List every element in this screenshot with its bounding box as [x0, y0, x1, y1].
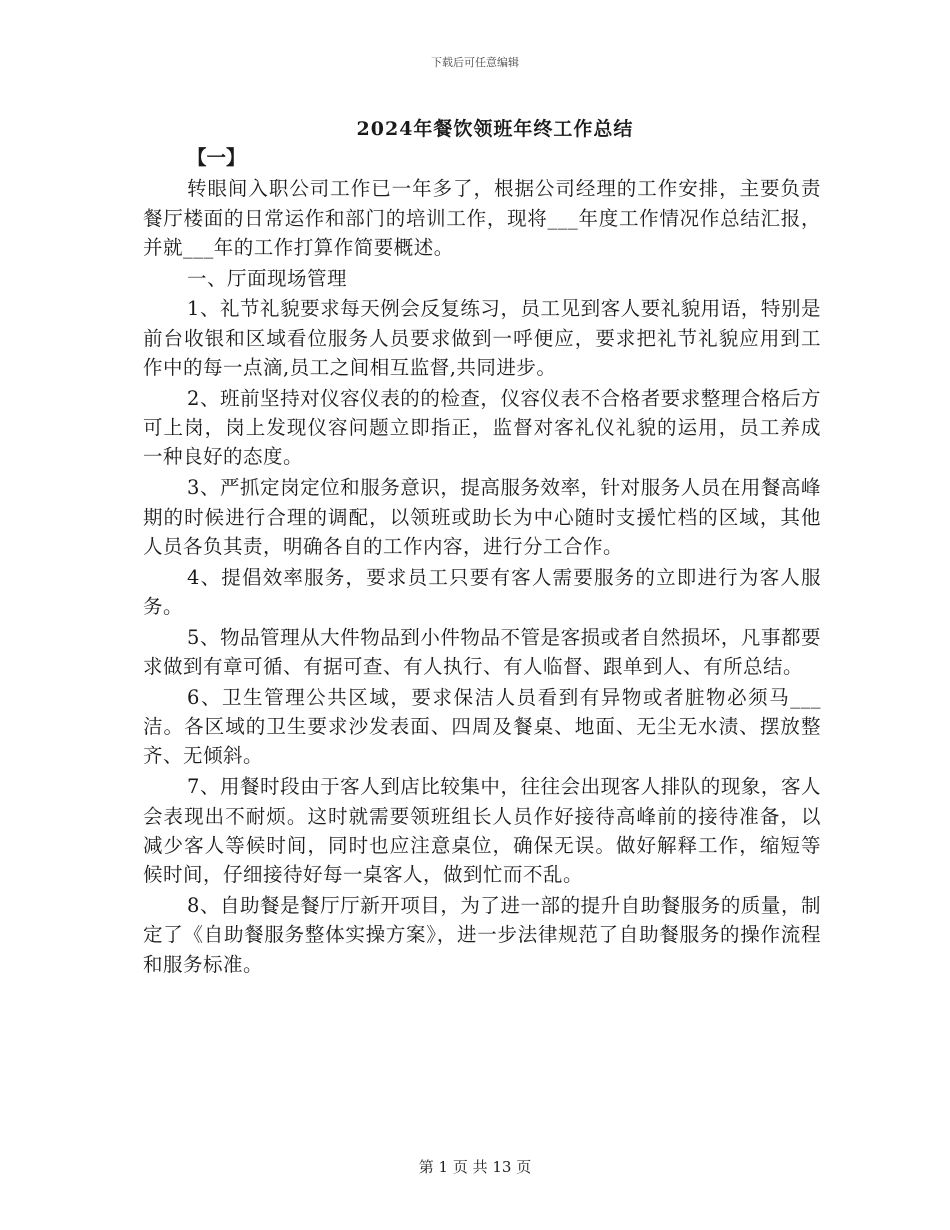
paragraph-item-3: 3、严抓定岗定位和服务意识，提高服务效率，针对服务人员在用餐高峰期的时候进行合理的调配，以领班或助长为中心随时支援忙档的区域，其他人员各负其责，明确各自的工作内容，进行分工合作。 [143, 476, 821, 558]
header-note: 下载后可任意编辑 [431, 56, 519, 69]
page-footer: 第 1 页 共 13 页 [418, 1158, 532, 1176]
paragraph-item-6: 6、卫生管理公共区域，要求保洁人员看到有异物或者脏物必须马___洁。各区域的卫生要求沙发表面、四周及餐桌、地面、无尘无水渍、摆放整齐、无倾斜。 [143, 685, 821, 768]
section-mark: 【一】 [187, 146, 246, 169]
heading-hall-management: 一、厅面现场管理 [187, 266, 348, 290]
document-body [143, 143, 821, 980]
paragraph-item-7: 7、用餐时段由于客人到店比较集中，往往会出现客人排队的现象，客人会表现出不耐烦。这时就需要领班组长人员作好接待高峰前的接待准备，以减少客人等候时间，同时也应注意桌位，确保无误。做好解释工作，缩短等候时间，仔细接待好每一桌客人，做到忙而不乱。 [143, 775, 821, 887]
paragraph-item-2: 2、班前坚持对仪容仪表的的检查，仪容仪表不合格者要求整理合格后方可上岗，岗上发现仪容问题立即指正，监督对客礼仪礼貌的运用，员工养成一种良好的态度。 [143, 386, 821, 469]
paragraph-item-4: 4、提倡效率服务，要求员工只要有客人需要服务的立即进行为客人服务。 [143, 565, 821, 618]
document-title: 2024年餐饮领班年终工作总结 [356, 118, 634, 140]
paragraph-item-8: 8、自助餐是餐厅厅新开项目，为了进一部的提升自助餐服务的质量，制定了《自助餐服务整体实操方案》，进一步法律规范了自助餐服务的操作流程和服务标准。 [143, 893, 821, 976]
paragraph-intro: 转眼间入职公司工作已一年多了，根据公司经理的工作安排，主要负责餐厅楼面的日常运作和部门的培训工作，现将___年度工作情况作总结汇报，并就___年的工作打算作简要概述。 [143, 177, 821, 259]
paragraph-item-5: 5、物品管理从大件物品到小件物品不管是客损或者自然损坏，凡事都要求做到有章可循、有据可查、有人执行、有人临督、跟单到人、有所总结。 [143, 625, 821, 679]
paragraph-item-1: 1、礼节礼貌要求每天例会反复练习，员工见到客人要礼貌用语，特别是前台收银和区域看位服务人员要求做到一呼便应，要求把礼节礼貌应用到工作中的每一点滴,员工之间相互监督,共同进步。 [143, 297, 821, 380]
